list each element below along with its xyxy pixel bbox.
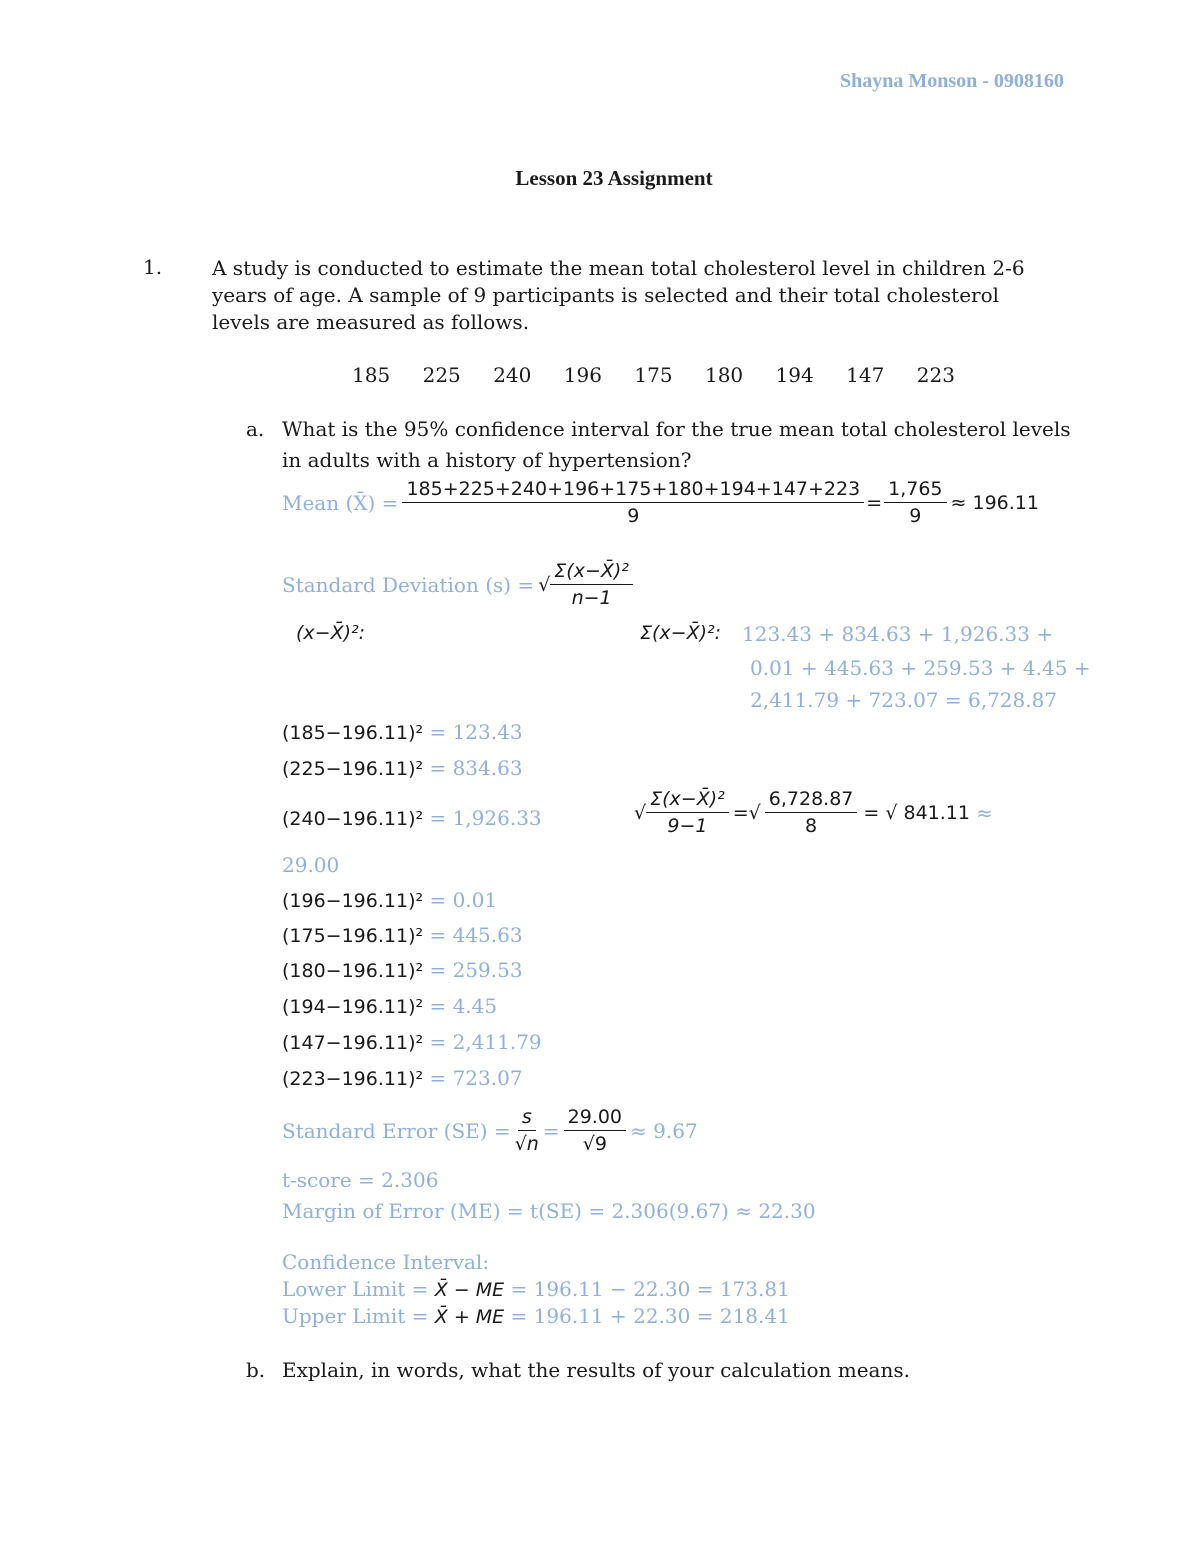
sd-calc-fraction-2: $\frac{6,728.87}{8}$ (765, 788, 858, 837)
part-a-letter: a. (246, 417, 265, 441)
part-b-text: Explain, in words, what the results of your calculation means. (282, 1358, 910, 1382)
mean-sum: 1,765 (884, 478, 946, 503)
t-score: t-score = 2.306 (282, 1168, 439, 1192)
data-value: 185 (352, 363, 391, 387)
sum-line-3: 2,411.79 + 723.07 = 6,728.87 (750, 688, 1058, 712)
author-header: Shayna Monson - 0908160 (840, 70, 1064, 92)
square-row: (225−196.11)² = 834.63 (282, 756, 523, 780)
lower-limit: Lower Limit = X̄ − ME = 196.11 − 22.30 = 173.81 (282, 1277, 790, 1301)
part-a-text: What is the 95% confidence interval for the true mean total cholesterol levels in adults with a history of hypertension? (282, 417, 1071, 472)
mean-numerator: 185+225+240+196+175+180+194+147+223 (402, 478, 864, 503)
square-row: (180−196.11)² = 259.53 (282, 958, 523, 982)
sd-numerator: Σ(x−X̄)² (550, 560, 633, 585)
mean-result: ≈ 196.11 (950, 491, 1039, 514)
sd-formula: Standard Deviation (s) = √ $\frac{\text{Σ(x−X̄)²}}{n-1}$ (282, 560, 633, 609)
part-b-letter: b. (246, 1358, 266, 1382)
margin-of-error: Margin of Error (ME) = t(SE) = 2.306(9.67) ≈ 22.30 (282, 1199, 816, 1223)
data-value: 147 (846, 363, 885, 387)
sd-denominator: n−1 (571, 587, 612, 609)
sd-label: Standard Deviation (s) = (282, 572, 535, 597)
page-title: Lesson 23 Assignment (515, 166, 713, 190)
se-formula: Standard Error (SE) = $\frac{s}{√n}$ = $\frac{29.00}{√9}$ ≈ 9.67 (282, 1106, 698, 1155)
square-row: (175−196.11)² = 445.63 (282, 923, 523, 947)
square-row: (196−196.11)² = 0.01 (282, 888, 498, 912)
upper-limit: Upper Limit = X̄ + ME = 196.11 + 22.30 = 218.41 (282, 1304, 790, 1328)
mean-sum-fraction (884, 478, 946, 527)
square-row: (147−196.11)² = 2,411.79 (282, 1030, 542, 1054)
data-value: 223 (916, 363, 955, 387)
question-text: A study is conducted to estimate the mean total cholesterol level in children 2-6 years of age. A sample of 9 participants is selected and their total cholesterol levels are measured as follows. (212, 256, 1025, 334)
data-value: 196 (563, 363, 602, 387)
sd-calculation: √ $\frac{\text{Σ(x−X̄)²}}{9-1}$ =√ $\frac{6,728.87}{8}$ = √ 841.11 ≈ (634, 788, 993, 837)
square-row: (223−196.11)² = 723.07 (282, 1066, 523, 1090)
mean-label: Mean (X̄) = (282, 490, 399, 515)
mean-fraction (402, 478, 864, 527)
sum-line-1: 123.43 + 834.63 + 1,926.33 + (742, 622, 1054, 646)
ci-label: Confidence Interval: (282, 1250, 490, 1274)
squares-label: (x−X̄)²: (296, 622, 366, 644)
mean-denominator: 9 (627, 505, 640, 527)
sd-calc-fraction: $\frac{\text{Σ(x−X̄)²}}{9-1}$ (646, 788, 729, 837)
sum-line-2: 0.01 + 445.63 + 259.53 + 4.45 + (750, 656, 1091, 680)
square-row: (240−196.11)² = 1,926.33 (282, 806, 542, 830)
square-row: (194−196.11)² = 4.45 (282, 994, 498, 1018)
data-value: 175 (634, 363, 673, 387)
data-value: 225 (422, 363, 461, 387)
mean-sum-den: 9 (909, 505, 922, 527)
sd-result: 29.00 (282, 853, 340, 877)
data-value: 180 (704, 363, 744, 387)
sum-label: Σ(x−X̄)²: (640, 622, 722, 644)
sd-fraction (550, 560, 633, 609)
data-value: 194 (775, 363, 814, 387)
data-values (352, 363, 987, 387)
data-value: 240 (493, 363, 532, 387)
se-fraction: $\frac{s}{√n}$ (514, 1106, 539, 1155)
square-row: (185−196.11)² = 123.43 (282, 720, 523, 744)
se-fraction-2: $\frac{29.00}{√9}$ (564, 1106, 626, 1155)
question-number: 1. (143, 255, 163, 279)
mean-formula: Mean (X̄) = $\frac{185+225+240+196+175+180+194+147+223}{9}$ = $\frac{1,765}{9}$ ≈ 196.11 (282, 478, 1039, 527)
